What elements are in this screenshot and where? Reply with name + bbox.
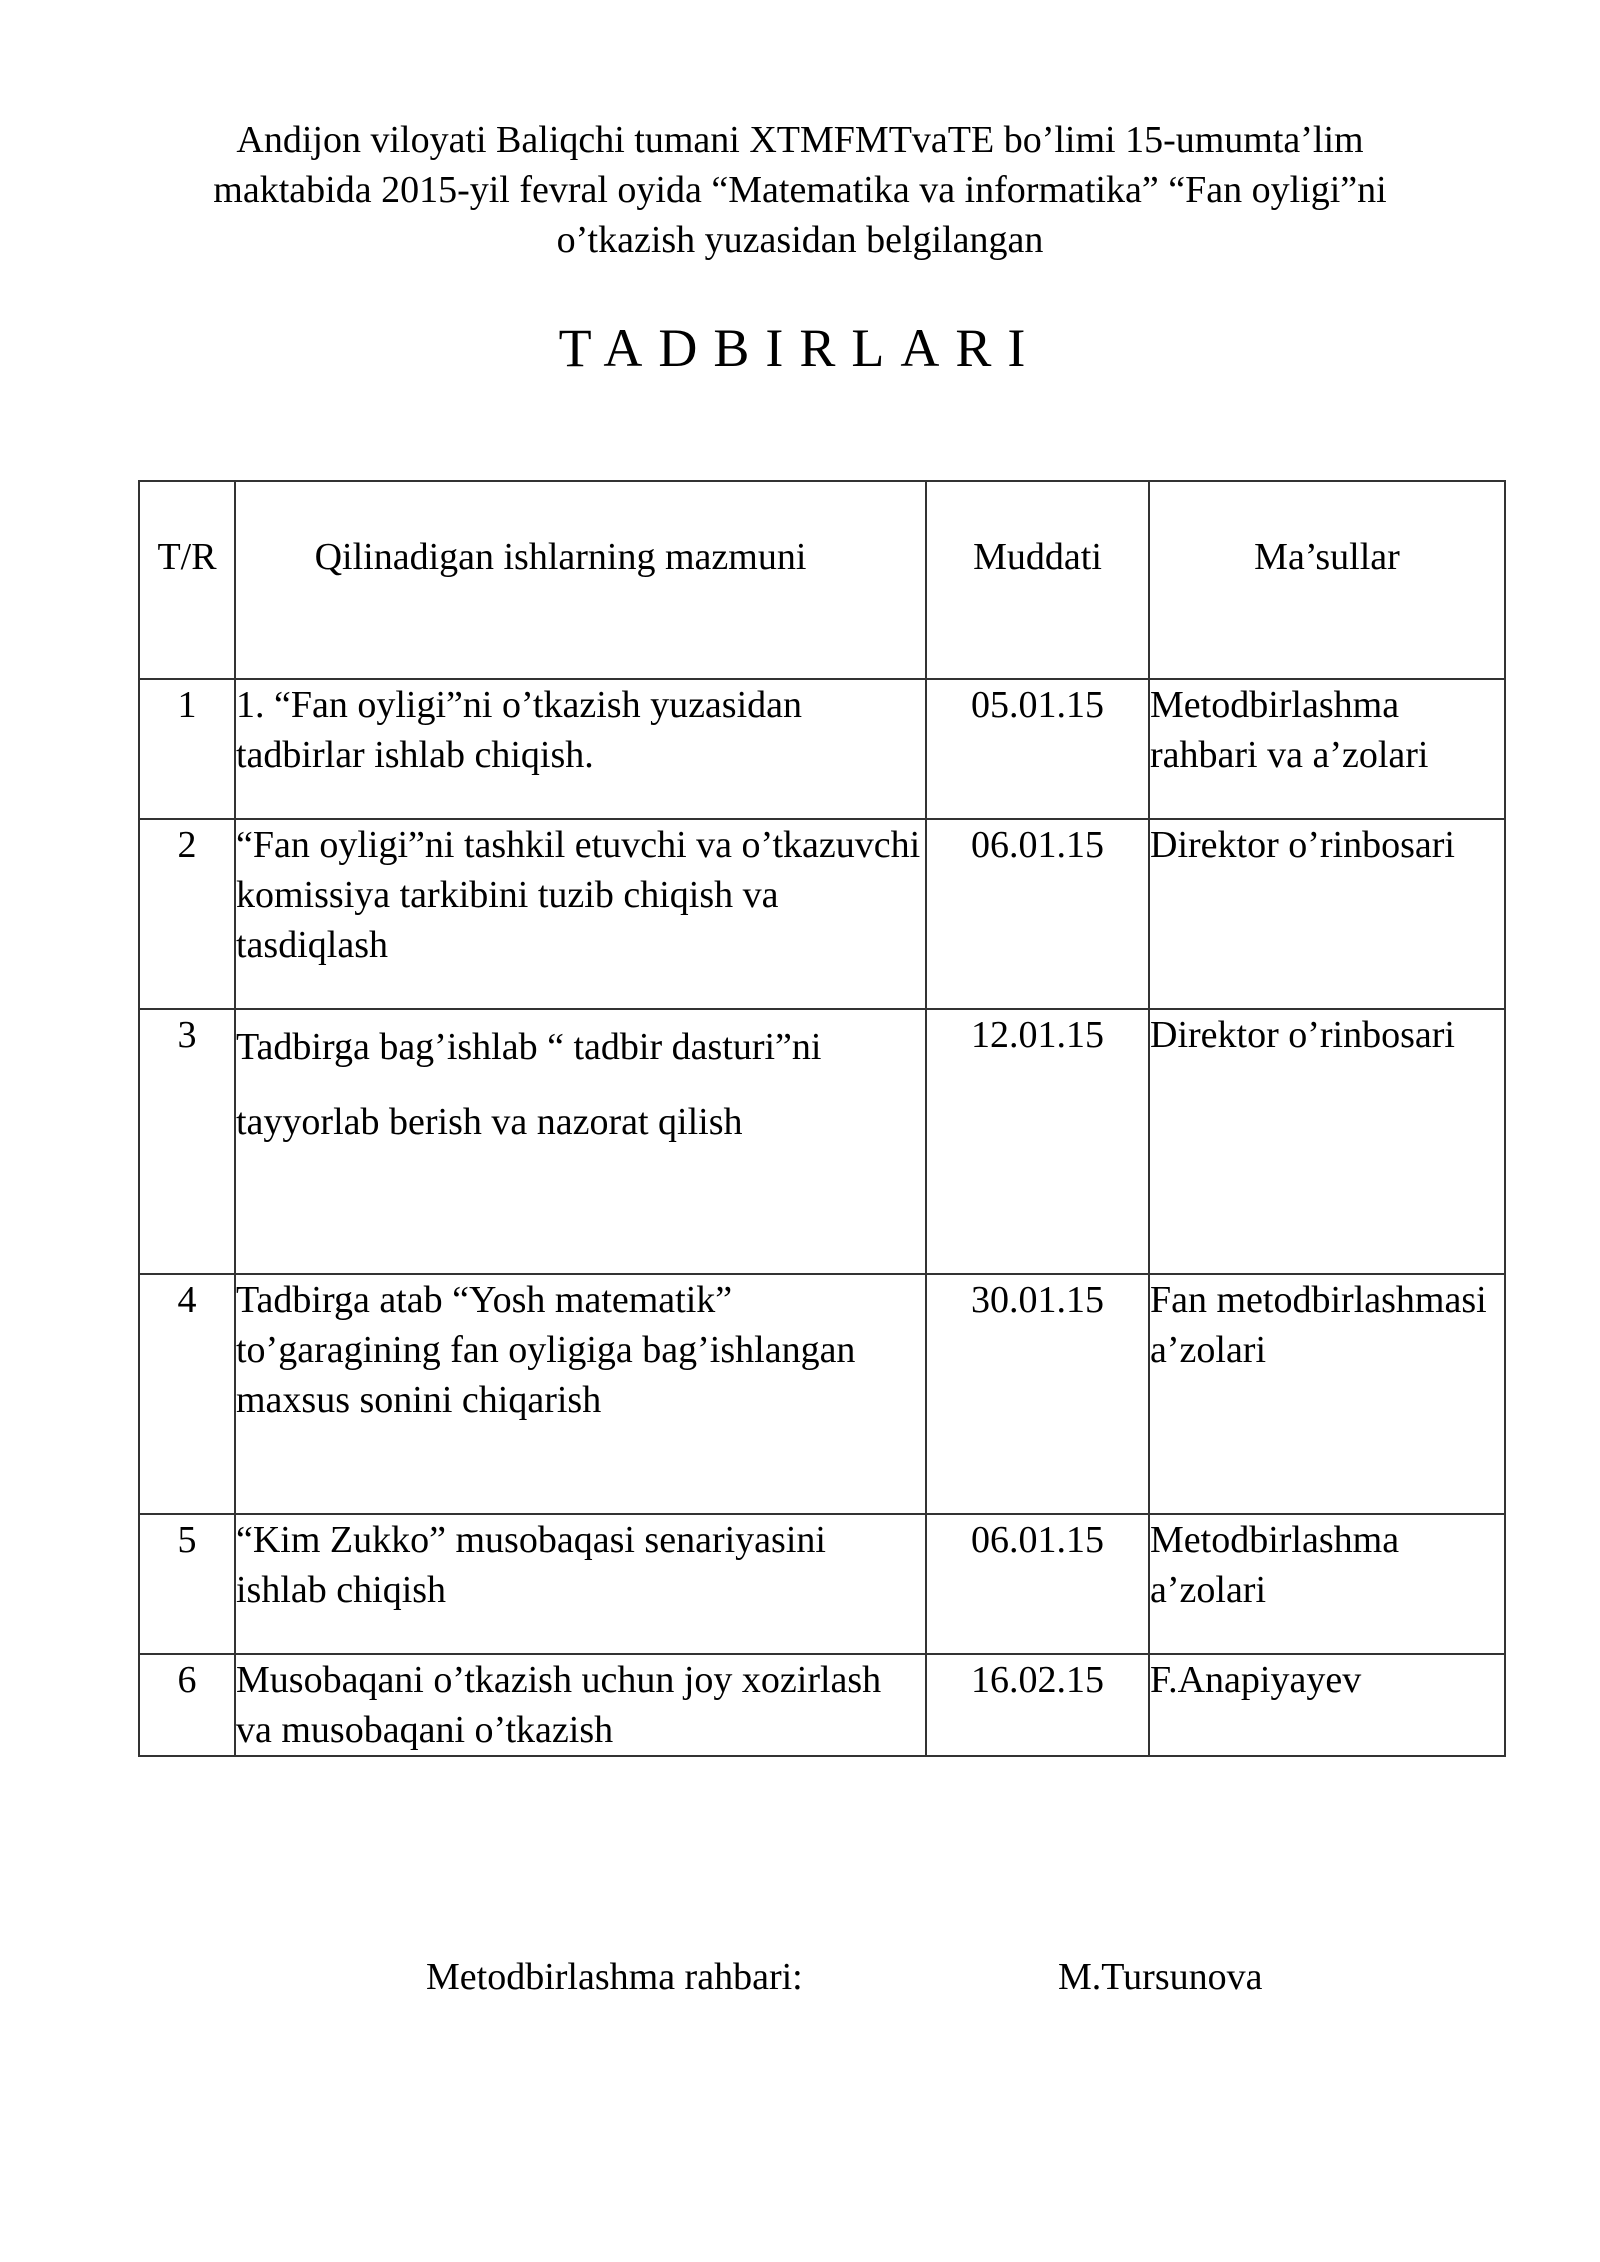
column-header-content: Qilinadigan ishlarning mazmuni xyxy=(235,481,926,679)
column-header-deadline: Muddati xyxy=(926,481,1149,679)
signature-name: M.Tursunova xyxy=(1058,1956,1263,1998)
row-deadline: 30.01.15 xyxy=(926,1274,1149,1514)
row-deadline: 06.01.15 xyxy=(926,1514,1149,1654)
row-number: 3 xyxy=(139,1009,235,1274)
table-row xyxy=(139,1009,1505,1274)
row-responsible: F.Anapiyayev xyxy=(1149,1654,1505,1756)
row-number: 4 xyxy=(139,1274,235,1514)
row-content: “Kim Zukko” musobaqasi senariyasini ishlab chiqish xyxy=(235,1514,926,1654)
table-row xyxy=(139,819,1505,1009)
header-line-3: o’tkazish yuzasidan belgilangan xyxy=(556,219,1044,261)
row-number: 2 xyxy=(139,819,235,1009)
column-header-responsible: Ma’sullar xyxy=(1149,481,1505,679)
row-responsible: Fan metodbirlashmasi a’zolari xyxy=(1149,1274,1505,1514)
row-number: 1 xyxy=(139,679,235,819)
row-deadline: 06.01.15 xyxy=(926,819,1149,1009)
row-deadline: 16.02.15 xyxy=(926,1654,1149,1756)
row-content: 1. “Fan oyligi”ni o’tkazish yuzasidan tadbirlar ishlab chiqish. xyxy=(235,679,926,819)
table-row xyxy=(139,1274,1505,1514)
table-row xyxy=(139,1514,1505,1654)
row-deadline: 05.01.15 xyxy=(926,679,1149,819)
row-content: “Fan oyligi”ni tashkil etuvchi va o’tkazuvchi komissiya tarkibini tuzib chiqish va tasdiqlash xyxy=(235,819,926,1009)
column-header-number: T/R xyxy=(139,481,235,679)
row-responsible: Metodbirlashma a’zolari xyxy=(1149,1514,1505,1654)
table-row xyxy=(139,679,1505,819)
row-number: 6 xyxy=(139,1654,235,1756)
row-responsible: Direktor o’rinbosari xyxy=(1149,819,1505,1009)
table-header-row xyxy=(139,481,1505,679)
table-row xyxy=(139,1654,1505,1756)
header-line-2: maktabida 2015-yil fevral oyida “Matematika va informatika” “Fan oyligi”ni xyxy=(213,169,1387,211)
row-content: Tadbirga atab “Yosh matematik” to’garagining fan oyligiga bag’ishlangan maxsus sonini chiqarish xyxy=(235,1274,926,1514)
row-content: Musobaqani o’tkazish uchun joy xozirlash va musobaqani o’tkazish xyxy=(235,1654,926,1756)
row-content: Tadbirga bag’ishlab “ tadbir dasturi”ni tayyorlab berish va nazorat qilish xyxy=(235,1009,926,1274)
document-header xyxy=(0,115,1600,265)
header-line-1: Andijon viloyati Baliqchi tumani XTMFMTvaTE bo’limi 15-umumta’lim xyxy=(236,119,1364,161)
row-deadline: 12.01.15 xyxy=(926,1009,1149,1274)
document-title: TADBIRLARI xyxy=(558,318,1042,378)
row-responsible: Metodbirlashma rahbari va a’zolari xyxy=(1149,679,1505,819)
row-number: 5 xyxy=(139,1514,235,1654)
signature-role: Metodbirlashma rahbari: xyxy=(426,1956,803,1998)
events-table xyxy=(138,480,1506,1757)
row-responsible: Direktor o’rinbosari xyxy=(1149,1009,1505,1274)
